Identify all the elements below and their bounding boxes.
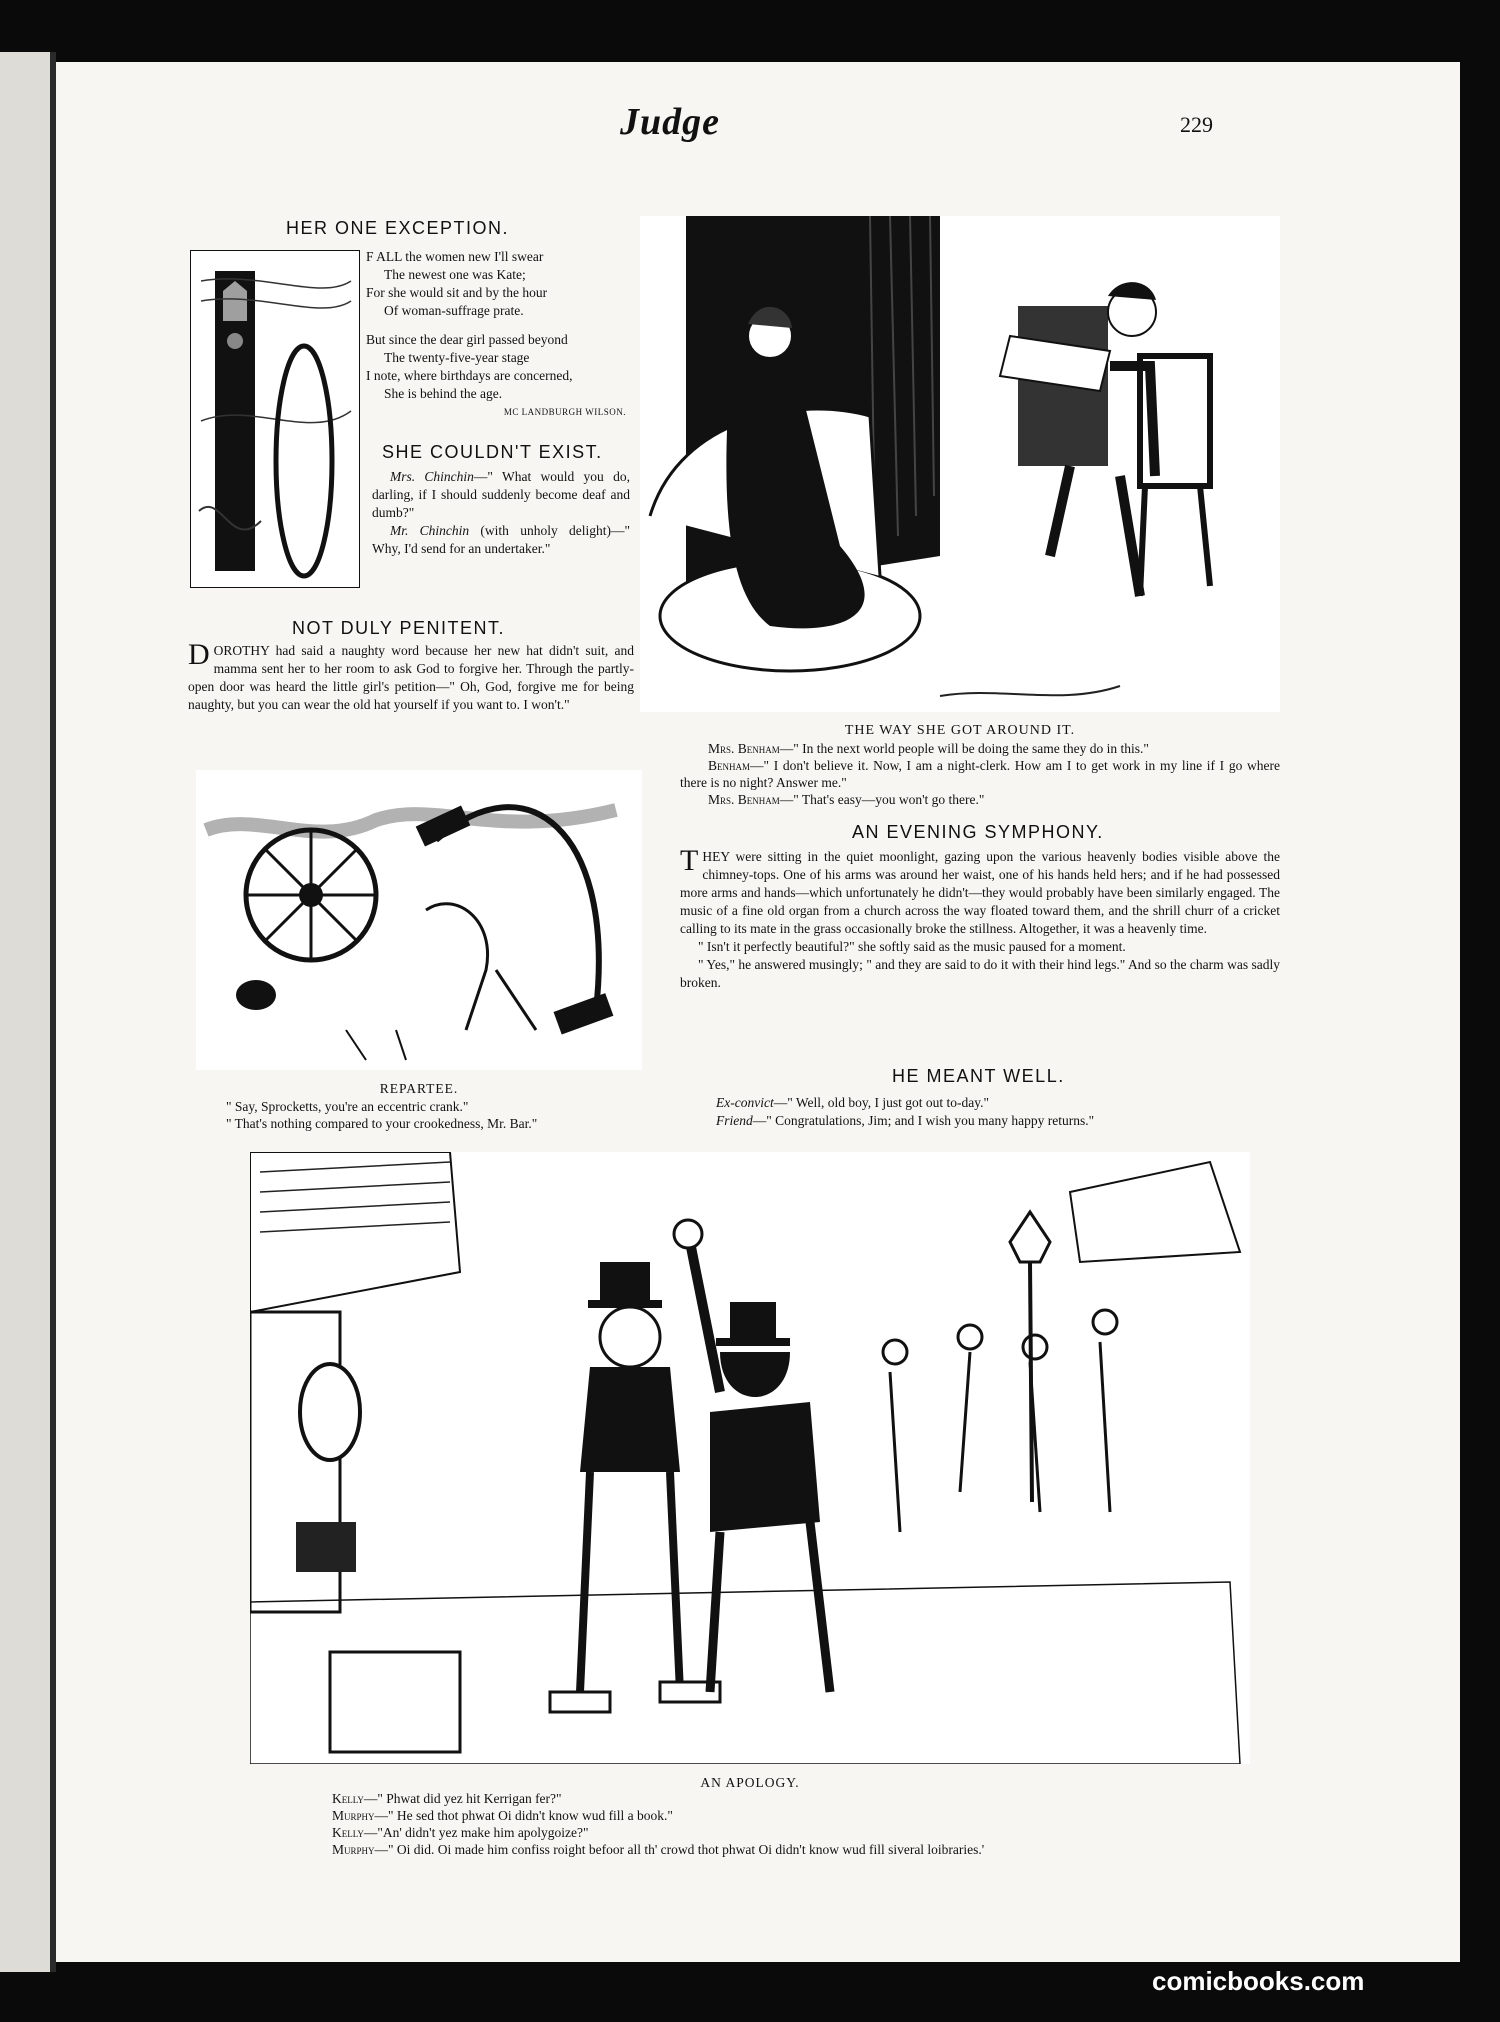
dialogue: —" What would you do, darling, if I should suddenly become deaf and dumb?" <box>372 469 630 520</box>
poem-line: But since the dear girl passed beyond <box>366 332 568 347</box>
speaker: Mrs. Benham <box>708 741 780 756</box>
dialogue: —" Well, old boy, I just got out to-day." <box>773 1095 990 1110</box>
speaker: Kelly <box>332 1791 364 1806</box>
street-scene-drawing <box>250 1152 1250 1764</box>
bicycle-parts-drawing <box>196 770 642 1070</box>
she-couldnt-exist-text <box>372 468 630 558</box>
poem-line: She is behind the age. <box>384 386 503 401</box>
facing-page-edge <box>0 52 50 1972</box>
repartee-line-2: " That's nothing compared to your crookedness, Mr. Bar." <box>226 1116 538 1131</box>
he-meant-well-title: HE MEANT WELL. <box>892 1066 1065 1086</box>
speaker: Kelly <box>332 1825 364 1840</box>
poem-line: F ALL the women new I'll swear <box>366 249 544 264</box>
her-one-exception-title: HER ONE EXCEPTION. <box>286 218 510 238</box>
dialogue: —" That's easy—you won't go there." <box>779 792 985 807</box>
drop-cap: D <box>188 638 210 671</box>
drop-cap: T <box>680 844 699 877</box>
repartee-title: REPARTEE. <box>379 1081 459 1096</box>
speaker: Ex-convict <box>716 1095 774 1110</box>
drop-letter-o <box>289 401 290 402</box>
poem-line: Of woman-suffrage prate. <box>384 303 524 318</box>
poem-line: The twenty-five-year stage <box>384 350 530 365</box>
couple-seated-drawing <box>640 216 1280 712</box>
story-paragraph: " Isn't it perfectly beautiful?" she softly said as the music paused for a moment. <box>698 939 1126 954</box>
way-she-got-around-it-title: THE WAY SHE GOT AROUND IT. <box>844 723 1076 738</box>
man-in-top-hat-left <box>550 1262 720 1712</box>
poem-line: The newest one was Kate; <box>384 267 526 282</box>
speaker: Mrs. Chinchin <box>390 469 474 484</box>
not-duly-penitent-title: NOT DULY PENITENT. <box>292 618 506 638</box>
story-text: OROTHY had said a naughty word because her new hat didn't suit, and mamma sent her to her room to ask God to forgive her. Through the partly-open door was heard the little girl's petition—" Oh, God, forgive me for being naughty, but you can wear the old hat yourself if you want to. I won't." <box>188 643 634 712</box>
poem-line: I note, where birthdays are concerned, <box>366 368 573 383</box>
page-number: 229 <box>1180 112 1213 137</box>
dialogue: —" Phwat did yez hit Kerrigan fer?" <box>363 1791 562 1806</box>
apology-text <box>332 1790 1282 1858</box>
he-meant-well-text <box>716 1094 1286 1130</box>
evening-symphony-title: AN EVENING SYMPHONY. <box>852 822 1104 842</box>
apology-street-scene-illustration <box>250 1152 1250 1764</box>
dialogue: —" In the next world people will be doing the same they do in this." <box>779 741 1149 756</box>
dialogue: —" He sed thot phwat Oi didn't know wud fill a book." <box>374 1808 673 1823</box>
apology-title: AN APOLOGY. <box>700 1775 800 1790</box>
speaker: Benham <box>708 758 751 773</box>
not-duly-penitent-text <box>188 638 634 714</box>
way-she-got-around-it-text <box>680 740 1280 808</box>
repartee-line-1: " Say, Sprocketts, you're an eccentric crank." <box>226 1099 469 1114</box>
story-paragraph: HEY were sitting in the quiet moonlight, gazing upon the various heavenly bodies visible above the chimney-tops. One of his arms was around her waist, one of his hands held hers; and if he had possessed more arms and hands—which unfortunately he didn't—they would probably have been similarly engaged. The music of a fine old organ from a church across the way floated toward them, and the shrill churr of a cricket calling to its mate in the grass occasionally broke the stillness. Altogether, it was a heavenly time. <box>680 849 1280 936</box>
poem-line: For she would sit and by the hour <box>366 285 548 300</box>
speaker: Mr. Chinchin <box>390 523 470 538</box>
poem-author: MC LANDBURGH WILSON. <box>503 407 626 417</box>
story-paragraph: " Yes," he answered musingly; " and they are said to do it with their hind legs." And so the charm was sadly broken. <box>680 957 1280 990</box>
repartee-illustration <box>196 770 642 1070</box>
dialogue: —" Oi did. Oi made him confiss roight befoor all th' crowd thot phwat Oi didn't know wud fill siveral loibraries.' <box>374 1842 985 1857</box>
evening-symphony-text <box>680 844 1280 992</box>
speaker: Friend <box>716 1113 753 1128</box>
she-couldnt-exist-title: SHE COULDN'T EXIST. <box>382 442 603 462</box>
speaker: Mrs. Benham <box>708 792 780 807</box>
ornamental-initial-o-drawing <box>191 251 359 587</box>
dialogue: (with unholy delight)—" Why, I'd send for an undertaker." <box>372 523 630 556</box>
dialogue: —" Congratulations, Jim; and I wish you many happy returns." <box>752 1113 1095 1128</box>
dialogue: —" I don't believe it. Now, I am a night-clerk. How am I to get work in my line if I go where there is no night? Answer me." <box>680 758 1280 790</box>
speaker: Murphy <box>332 1842 375 1857</box>
masthead: Judge <box>620 101 720 143</box>
benham-parlor-illustration <box>640 216 1280 712</box>
bearded-man-right <box>674 1220 830 1692</box>
poem-text <box>366 248 636 421</box>
dialogue: —"An' didn't yez make him apolygoize?" <box>363 1825 589 1840</box>
ornamental-initial-illustration <box>190 250 360 588</box>
site-watermark: comicbooks.com <box>1152 1966 1365 1996</box>
speaker: Murphy <box>332 1808 375 1823</box>
